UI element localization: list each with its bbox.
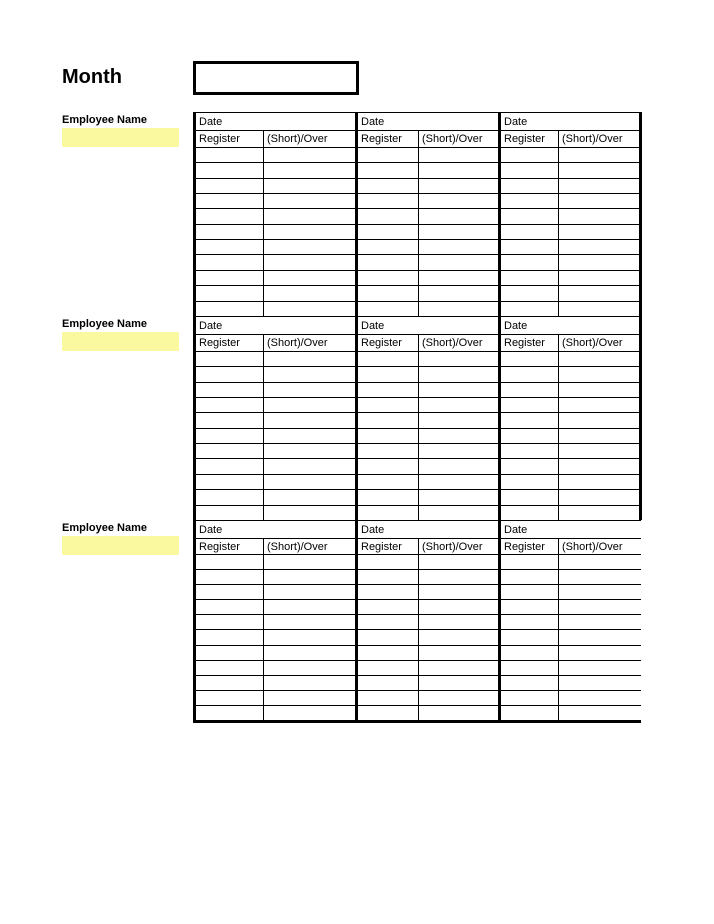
register-cell[interactable] xyxy=(357,270,419,285)
register-cell[interactable] xyxy=(195,224,264,239)
short-over-cell[interactable] xyxy=(419,224,500,239)
short-over-cell[interactable] xyxy=(419,147,500,162)
register-cell[interactable] xyxy=(357,367,419,382)
short-over-cell[interactable] xyxy=(559,301,641,316)
short-over-cell[interactable] xyxy=(559,382,641,397)
register-cell[interactable] xyxy=(500,570,559,585)
short-over-cell[interactable] xyxy=(419,428,500,443)
short-over-cell[interactable] xyxy=(264,428,357,443)
register-cell[interactable] xyxy=(195,397,264,412)
short-over-cell[interactable] xyxy=(419,705,500,721)
short-over-cell[interactable] xyxy=(419,505,500,520)
register-cell[interactable] xyxy=(500,286,559,301)
register-cell[interactable] xyxy=(195,444,264,459)
short-over-cell[interactable] xyxy=(559,351,641,366)
short-over-cell[interactable] xyxy=(559,428,641,443)
register-cell[interactable] xyxy=(195,585,264,600)
register-cell[interactable] xyxy=(357,570,419,585)
short-over-cell[interactable] xyxy=(264,690,357,705)
short-over-cell[interactable] xyxy=(264,630,357,645)
register-cell[interactable] xyxy=(357,505,419,520)
date-header-cell[interactable]: Date xyxy=(357,317,500,335)
register-cell[interactable] xyxy=(357,630,419,645)
register-cell[interactable] xyxy=(195,255,264,270)
short-over-cell[interactable] xyxy=(264,570,357,585)
register-header: Register xyxy=(195,539,264,555)
short-over-cell[interactable] xyxy=(559,660,641,675)
date-header-cell[interactable]: Date xyxy=(195,317,357,335)
register-cell[interactable] xyxy=(195,459,264,474)
register-cell[interactable] xyxy=(357,459,419,474)
short-over-cell[interactable] xyxy=(559,255,641,270)
register-cell[interactable] xyxy=(357,413,419,428)
short-over-cell[interactable] xyxy=(559,474,641,489)
register-header: Register xyxy=(195,335,264,351)
short-over-cell[interactable] xyxy=(264,301,357,316)
date-header-cell[interactable]: Date xyxy=(357,113,500,131)
register-cell[interactable] xyxy=(195,490,264,505)
register-cell[interactable] xyxy=(195,660,264,675)
short-over-cell[interactable] xyxy=(419,255,500,270)
register-cell[interactable] xyxy=(195,193,264,208)
short-over-cell[interactable] xyxy=(559,570,641,585)
register-cell[interactable] xyxy=(357,474,419,489)
short-over-cell[interactable] xyxy=(419,413,500,428)
short-over-cell[interactable] xyxy=(559,286,641,301)
register-cell[interactable] xyxy=(500,382,559,397)
date-header-cell[interactable]: Date xyxy=(500,113,641,131)
short-over-cell[interactable] xyxy=(264,615,357,630)
register-cell[interactable] xyxy=(357,193,419,208)
short-over-cell[interactable] xyxy=(264,163,357,178)
register-table xyxy=(193,112,642,316)
register-cell[interactable] xyxy=(195,351,264,366)
register-cell[interactable] xyxy=(195,367,264,382)
short-over-cell[interactable] xyxy=(264,209,357,224)
date-header-cell[interactable]: Date xyxy=(500,521,641,539)
short-over-cell[interactable] xyxy=(264,224,357,239)
register-cell[interactable] xyxy=(500,444,559,459)
short-over-cell[interactable] xyxy=(264,193,357,208)
short-over-cell[interactable] xyxy=(264,413,357,428)
register-cell[interactable] xyxy=(500,660,559,675)
register-cell[interactable] xyxy=(500,178,559,193)
register-cell[interactable] xyxy=(357,351,419,366)
short-over-cell[interactable] xyxy=(264,367,357,382)
short-over-cell[interactable] xyxy=(559,147,641,162)
register-cell[interactable] xyxy=(195,474,264,489)
register-cell[interactable] xyxy=(500,459,559,474)
register-header: Register xyxy=(500,131,559,147)
register-cell[interactable] xyxy=(357,660,419,675)
short-over-cell[interactable] xyxy=(264,240,357,255)
short-over-cell[interactable] xyxy=(559,585,641,600)
short-over-cell[interactable] xyxy=(559,675,641,690)
short-over-cell[interactable] xyxy=(559,444,641,459)
register-cell[interactable] xyxy=(195,600,264,615)
short-over-cell[interactable] xyxy=(559,397,641,412)
register-cell[interactable] xyxy=(195,163,264,178)
short-over-cell[interactable] xyxy=(264,675,357,690)
month-input-box[interactable] xyxy=(193,61,359,95)
register-cell[interactable] xyxy=(357,255,419,270)
short-over-header: (Short)/Over xyxy=(264,335,357,351)
short-over-cell[interactable] xyxy=(419,585,500,600)
employee-name-field[interactable] xyxy=(62,128,179,147)
short-over-cell[interactable] xyxy=(264,397,357,412)
short-over-cell[interactable] xyxy=(559,630,641,645)
short-over-cell[interactable] xyxy=(264,382,357,397)
register-cell[interactable] xyxy=(195,645,264,660)
short-over-cell[interactable] xyxy=(264,585,357,600)
register-cell[interactable] xyxy=(500,255,559,270)
register-cell[interactable] xyxy=(195,413,264,428)
register-cell[interactable] xyxy=(500,705,559,721)
register-cell[interactable] xyxy=(195,570,264,585)
register-table xyxy=(193,316,642,520)
register-cell[interactable] xyxy=(357,615,419,630)
short-over-cell[interactable] xyxy=(264,705,357,721)
short-over-cell[interactable] xyxy=(559,645,641,660)
employee-name-label: Employee Name xyxy=(62,522,147,534)
short-over-cell[interactable] xyxy=(559,270,641,285)
short-over-cell[interactable] xyxy=(264,286,357,301)
short-over-cell[interactable] xyxy=(264,351,357,366)
register-cell[interactable] xyxy=(357,444,419,459)
register-header: Register xyxy=(500,335,559,351)
register-cell[interactable] xyxy=(357,178,419,193)
short-over-cell[interactable] xyxy=(559,209,641,224)
employee-name-label: Employee Name xyxy=(62,114,147,126)
register-cell[interactable] xyxy=(195,615,264,630)
register-cell[interactable] xyxy=(195,505,264,520)
short-over-cell[interactable] xyxy=(264,459,357,474)
short-over-cell[interactable] xyxy=(419,382,500,397)
short-over-cell[interactable] xyxy=(419,351,500,366)
short-over-cell[interactable] xyxy=(419,570,500,585)
employee-name-label: Employee Name xyxy=(62,318,147,330)
short-over-header: (Short)/Over xyxy=(419,335,500,351)
short-over-cell[interactable] xyxy=(559,193,641,208)
date-header-cell[interactable]: Date xyxy=(195,113,357,131)
register-cell[interactable] xyxy=(357,645,419,660)
short-over-cell[interactable] xyxy=(264,505,357,520)
register-cell[interactable] xyxy=(195,382,264,397)
short-over-cell[interactable] xyxy=(264,178,357,193)
register-cell[interactable] xyxy=(195,690,264,705)
register-cell[interactable] xyxy=(357,240,419,255)
short-over-header: (Short)/Over xyxy=(559,335,641,351)
short-over-cell[interactable] xyxy=(419,301,500,316)
short-over-cell[interactable] xyxy=(559,490,641,505)
register-cell[interactable] xyxy=(500,675,559,690)
short-over-cell[interactable] xyxy=(419,367,500,382)
short-over-cell[interactable] xyxy=(559,178,641,193)
short-over-cell[interactable] xyxy=(559,555,641,570)
register-cell[interactable] xyxy=(500,209,559,224)
register-cell[interactable] xyxy=(357,301,419,316)
register-cell[interactable] xyxy=(500,474,559,489)
register-cell[interactable] xyxy=(357,397,419,412)
register-cell[interactable] xyxy=(195,630,264,645)
register-cell[interactable] xyxy=(500,147,559,162)
register-table xyxy=(193,520,641,723)
short-over-header: (Short)/Over xyxy=(419,131,500,147)
short-over-cell[interactable] xyxy=(264,600,357,615)
register-cell[interactable] xyxy=(500,163,559,178)
register-header: Register xyxy=(500,539,559,555)
short-over-cell[interactable] xyxy=(559,240,641,255)
short-over-header: (Short)/Over xyxy=(264,539,357,555)
register-cell[interactable] xyxy=(357,224,419,239)
short-over-cell[interactable] xyxy=(264,474,357,489)
short-over-cell[interactable] xyxy=(419,397,500,412)
month-label: Month xyxy=(62,66,122,88)
short-over-cell[interactable] xyxy=(264,270,357,285)
register-cell[interactable] xyxy=(500,240,559,255)
short-over-cell[interactable] xyxy=(559,615,641,630)
short-over-cell[interactable] xyxy=(419,600,500,615)
employee-name-field[interactable] xyxy=(62,332,179,351)
register-cell[interactable] xyxy=(500,270,559,285)
register-cell[interactable] xyxy=(195,301,264,316)
short-over-header: (Short)/Over xyxy=(559,539,641,555)
register-cell[interactable] xyxy=(195,147,264,162)
register-cell[interactable] xyxy=(500,301,559,316)
register-header: Register xyxy=(357,335,419,351)
short-over-cell[interactable] xyxy=(419,630,500,645)
short-over-cell[interactable] xyxy=(559,459,641,474)
register-cell[interactable] xyxy=(357,490,419,505)
short-over-cell[interactable] xyxy=(264,255,357,270)
register-header: Register xyxy=(195,131,264,147)
short-over-cell[interactable] xyxy=(264,660,357,675)
register-cell[interactable] xyxy=(357,147,419,162)
short-over-cell[interactable] xyxy=(419,444,500,459)
short-over-cell[interactable] xyxy=(559,163,641,178)
register-cell[interactable] xyxy=(500,505,559,520)
register-cell[interactable] xyxy=(500,428,559,443)
register-cell[interactable] xyxy=(500,224,559,239)
short-over-cell[interactable] xyxy=(559,690,641,705)
short-over-cell[interactable] xyxy=(559,705,641,721)
short-over-cell[interactable] xyxy=(419,193,500,208)
register-cell[interactable] xyxy=(195,240,264,255)
register-cell[interactable] xyxy=(357,705,419,721)
short-over-cell[interactable] xyxy=(559,505,641,520)
register-cell[interactable] xyxy=(500,585,559,600)
register-cell[interactable] xyxy=(357,286,419,301)
short-over-cell[interactable] xyxy=(559,367,641,382)
register-cell[interactable] xyxy=(357,600,419,615)
short-over-cell[interactable] xyxy=(419,660,500,675)
short-over-header: (Short)/Over xyxy=(419,539,500,555)
short-over-cell[interactable] xyxy=(419,645,500,660)
short-over-cell[interactable] xyxy=(419,474,500,489)
short-over-cell[interactable] xyxy=(264,444,357,459)
register-cell[interactable] xyxy=(195,178,264,193)
short-over-cell[interactable] xyxy=(419,163,500,178)
register-header: Register xyxy=(357,539,419,555)
register-cell[interactable] xyxy=(357,585,419,600)
register-cell[interactable] xyxy=(195,286,264,301)
register-cell[interactable] xyxy=(357,428,419,443)
register-cell[interactable] xyxy=(500,397,559,412)
register-cell[interactable] xyxy=(357,675,419,690)
register-cell[interactable] xyxy=(357,163,419,178)
short-over-cell[interactable] xyxy=(264,147,357,162)
short-over-cell[interactable] xyxy=(559,224,641,239)
register-cell[interactable] xyxy=(500,600,559,615)
register-header: Register xyxy=(357,131,419,147)
register-cell[interactable] xyxy=(500,367,559,382)
register-cell[interactable] xyxy=(500,351,559,366)
date-header-cell[interactable]: Date xyxy=(195,521,357,539)
short-over-cell[interactable] xyxy=(419,615,500,630)
register-cell[interactable] xyxy=(500,645,559,660)
short-over-cell[interactable] xyxy=(419,690,500,705)
date-header-cell[interactable]: Date xyxy=(357,521,500,539)
register-cell[interactable] xyxy=(500,193,559,208)
short-over-cell[interactable] xyxy=(264,490,357,505)
register-cell[interactable] xyxy=(195,270,264,285)
short-over-cell[interactable] xyxy=(419,555,500,570)
short-over-cell[interactable] xyxy=(419,240,500,255)
register-cell[interactable] xyxy=(195,705,264,721)
short-over-cell[interactable] xyxy=(419,459,500,474)
short-over-header: (Short)/Over xyxy=(559,131,641,147)
short-over-header: (Short)/Over xyxy=(264,131,357,147)
short-over-cell[interactable] xyxy=(419,178,500,193)
register-cell[interactable] xyxy=(357,382,419,397)
short-over-cell[interactable] xyxy=(559,600,641,615)
short-over-cell[interactable] xyxy=(419,209,500,224)
short-over-cell[interactable] xyxy=(264,645,357,660)
register-cell[interactable] xyxy=(195,555,264,570)
employee-name-field[interactable] xyxy=(62,536,179,555)
short-over-cell[interactable] xyxy=(419,286,500,301)
register-cell[interactable] xyxy=(357,690,419,705)
register-cell[interactable] xyxy=(500,490,559,505)
register-cell[interactable] xyxy=(500,615,559,630)
register-cell[interactable] xyxy=(500,630,559,645)
register-cell[interactable] xyxy=(357,209,419,224)
short-over-cell[interactable] xyxy=(419,490,500,505)
short-over-cell[interactable] xyxy=(264,555,357,570)
register-cell[interactable] xyxy=(500,690,559,705)
short-over-cell[interactable] xyxy=(559,413,641,428)
register-cell[interactable] xyxy=(357,555,419,570)
register-cell[interactable] xyxy=(500,413,559,428)
register-cell[interactable] xyxy=(195,428,264,443)
register-cell[interactable] xyxy=(195,675,264,690)
register-cell[interactable] xyxy=(500,555,559,570)
date-header-cell[interactable]: Date xyxy=(500,317,641,335)
short-over-cell[interactable] xyxy=(419,270,500,285)
short-over-cell[interactable] xyxy=(419,675,500,690)
register-cell[interactable] xyxy=(195,209,264,224)
